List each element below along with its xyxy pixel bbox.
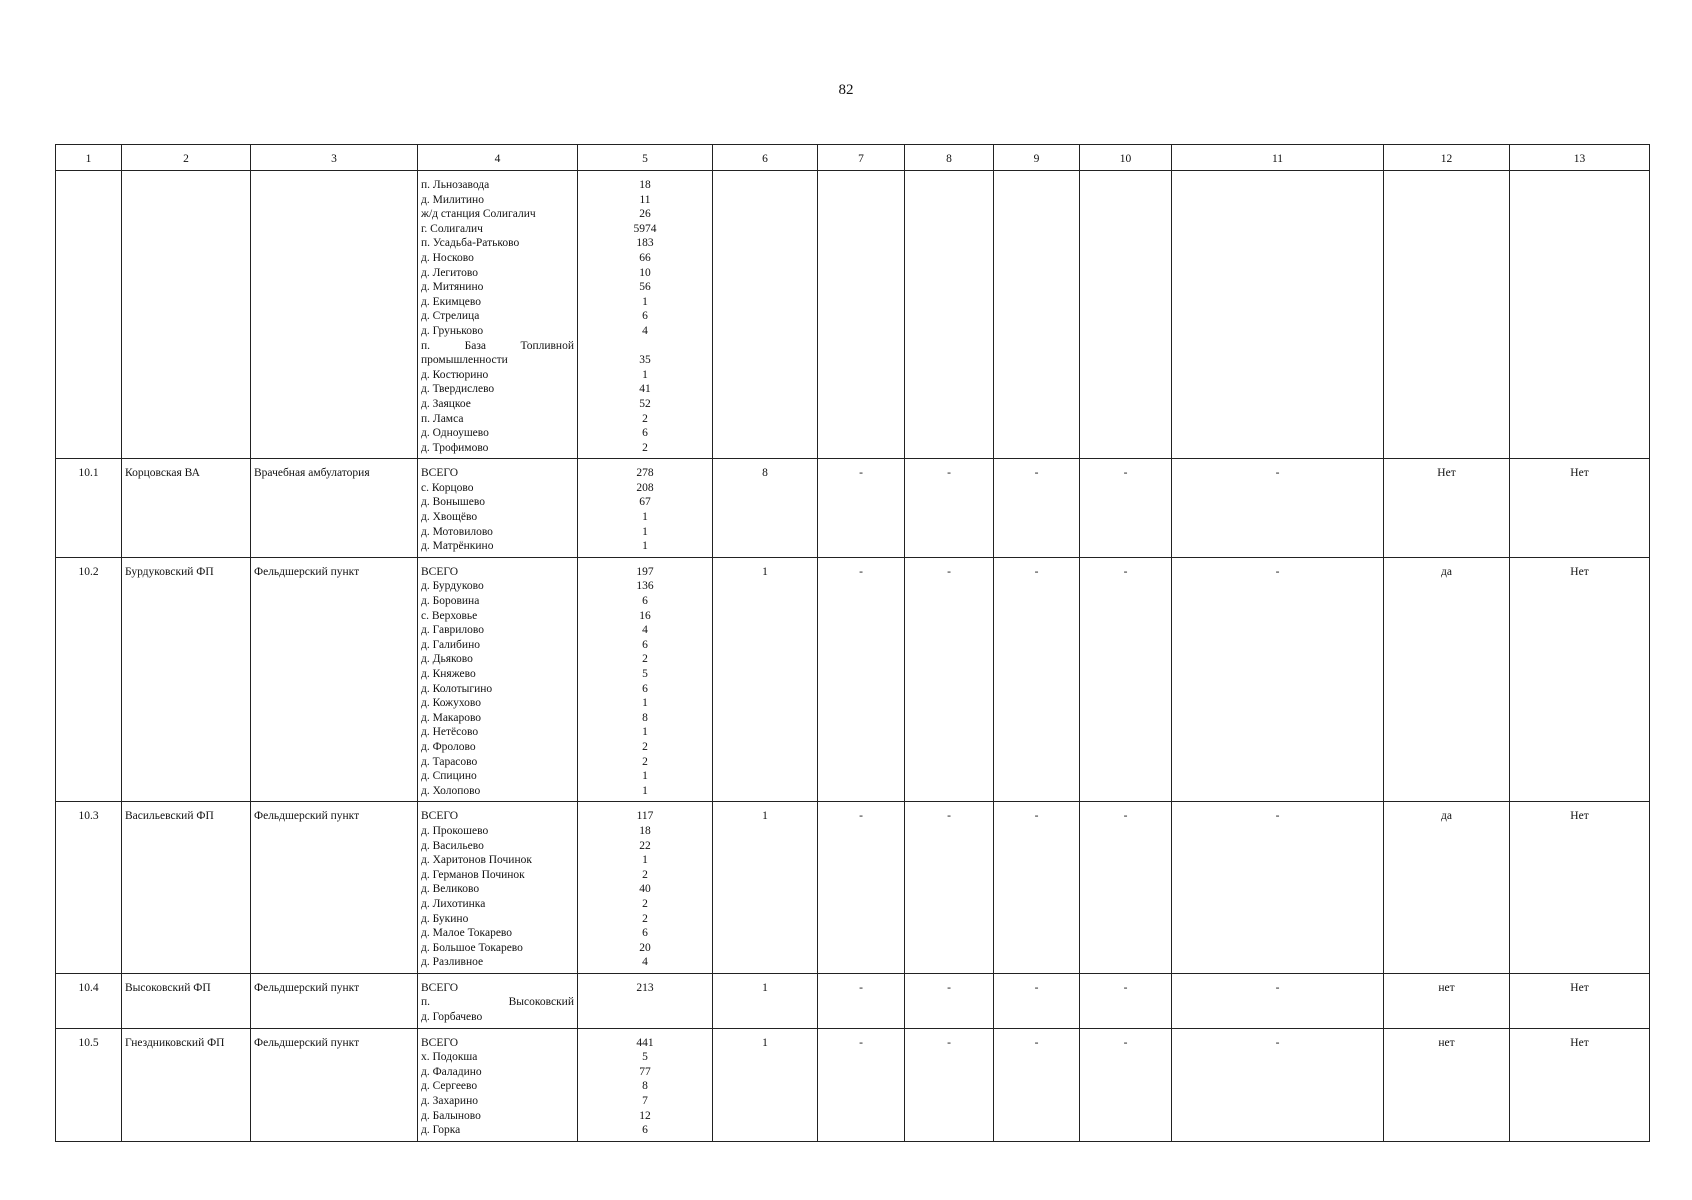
column-9-cell	[994, 171, 1080, 459]
column-6-cell	[713, 171, 818, 459]
column-11-cell: -	[1172, 1028, 1384, 1141]
settlements-cell	[418, 459, 578, 558]
population-cell	[578, 557, 713, 802]
facility-type-cell: Фельдшерский пункт	[251, 973, 418, 1028]
column-header: 11	[1172, 145, 1384, 171]
row-number-cell: 10.3	[56, 802, 122, 974]
settlement-name: д. Сергеево	[421, 1080, 478, 1093]
settlement-population: 2	[642, 912, 648, 925]
settlement-population: 2	[642, 755, 648, 768]
settlement-population: 6	[642, 595, 648, 608]
settlement-name: д. Макарово	[421, 711, 482, 724]
column-9-cell: -	[994, 802, 1080, 974]
settlement-name: д. Нетёсово	[421, 726, 479, 739]
settlement-population: 441	[636, 1036, 654, 1049]
settlement-name: д. Тарасово	[421, 755, 478, 768]
settlement-name: п. Высоковский	[421, 996, 574, 1009]
column-12-cell: нет	[1384, 973, 1510, 1028]
row-number-cell: 10.4	[56, 973, 122, 1028]
settlement-population: 4	[642, 956, 648, 969]
settlement-name: ВСЕГО	[421, 1036, 459, 1049]
column-8-cell: -	[905, 459, 994, 558]
column-header: 5	[578, 145, 713, 171]
settlement-name: д. Носково	[421, 251, 474, 264]
column-header: 3	[251, 145, 418, 171]
settlement-name: д. Захарино	[421, 1095, 478, 1108]
column-9-cell: -	[994, 459, 1080, 558]
column-header: 9	[994, 145, 1080, 171]
column-7-cell: -	[818, 802, 905, 974]
facility-type-cell: Врачебная амбулатория	[251, 459, 418, 558]
settlement-name: х. Подокша	[421, 1051, 478, 1064]
settlement-population: 2	[642, 653, 648, 666]
column-8-cell: -	[905, 557, 994, 802]
settlement-name: п. Усадьба-Ратьково	[421, 237, 520, 250]
column-6-cell: 8	[713, 459, 818, 558]
facility-name-cell: Корцовская ВА	[122, 459, 251, 558]
settlement-population: 2	[642, 441, 648, 454]
table-row	[56, 973, 1650, 1028]
settlement-population: 2	[642, 897, 648, 910]
settlement-name: д. Екимцево	[421, 295, 482, 308]
settlement-population: 12	[639, 1109, 651, 1122]
column-10-cell: -	[1080, 1028, 1172, 1141]
settlement-population: 1	[642, 525, 648, 538]
settlement-population: 1	[642, 368, 648, 381]
population-cell	[578, 171, 713, 459]
settlement-population: 5	[642, 668, 648, 680]
settlement-name: д. Кожухово	[421, 697, 482, 710]
column-header: 10	[1080, 145, 1172, 171]
settlement-population: 56	[639, 281, 651, 294]
table-row	[56, 171, 1650, 459]
settlement-name: д. Одноушево	[421, 427, 489, 440]
column-6-cell: 1	[713, 557, 818, 802]
settlement-name: п. Льнозавода	[421, 179, 490, 191]
column-header: 6	[713, 145, 818, 171]
facility-name-cell: Бурдуковский ФП	[122, 557, 251, 802]
settlement-name: д. Боровина	[421, 595, 480, 608]
settlement-population: 2	[642, 412, 648, 425]
row-number-cell: 10.5	[56, 1028, 122, 1141]
settlement-population: 5974	[633, 222, 657, 235]
settlement-name: д. Бурдуково	[421, 580, 484, 593]
settlement-population: 6	[642, 1124, 648, 1137]
column-12-cell: да	[1384, 557, 1510, 802]
column-6-cell: 1	[713, 973, 818, 1028]
settlement-population: 40	[639, 883, 651, 896]
row-number-cell: 10.1	[56, 459, 122, 558]
settlement-name: ВСЕГО	[421, 565, 459, 578]
facility-name-cell	[122, 171, 251, 459]
column-12-cell: Нет	[1384, 459, 1510, 558]
settlement-population: 77	[639, 1065, 651, 1078]
settlement-name: д. Великово	[421, 883, 480, 896]
settlement-name: д. Разливное	[421, 956, 484, 969]
column-7-cell: -	[818, 1028, 905, 1141]
column-7-cell	[818, 171, 905, 459]
settlement-population: 1	[642, 697, 648, 710]
column-10-cell: -	[1080, 802, 1172, 974]
settlement-population: 117	[636, 810, 654, 823]
settlement-name: д. Галибино	[421, 638, 480, 651]
settlement-population: 197	[636, 565, 654, 578]
column-11-cell: -	[1172, 973, 1384, 1028]
settlement-name: д. Стрелица	[421, 310, 480, 323]
facility-type-cell: Фельдшерский пункт	[251, 557, 418, 802]
settlement-population: 4	[642, 324, 648, 337]
row-number-cell	[56, 171, 122, 459]
settlement-population: 18	[639, 179, 651, 191]
settlement-name: ВСЕГО	[421, 810, 459, 823]
table-row	[56, 557, 1650, 802]
settlement-population: 208	[636, 481, 654, 494]
column-9-cell: -	[994, 1028, 1080, 1141]
table-row	[56, 802, 1650, 974]
settlement-name: с. Корцово	[421, 481, 474, 494]
column-13-cell: Нет	[1510, 557, 1650, 802]
settlement-population: 41	[639, 383, 651, 396]
settlement-population: 26	[639, 208, 651, 221]
column-9-cell: -	[994, 973, 1080, 1028]
settlement-population: 278	[636, 467, 654, 480]
population-cell	[578, 1028, 713, 1141]
settlement-population: 6	[642, 682, 648, 695]
settlement-name: д. Твердислево	[421, 383, 495, 396]
settlement-population: 2	[642, 740, 648, 753]
settlement-name: д. Мотовилово	[421, 525, 493, 538]
column-12-cell: нет	[1384, 1028, 1510, 1141]
column-12-cell	[1384, 171, 1510, 459]
column-8-cell	[905, 171, 994, 459]
table-row	[56, 1028, 1650, 1141]
settlement-population	[581, 995, 709, 1010]
page-number: 82	[838, 82, 854, 98]
column-13-cell	[1510, 171, 1650, 459]
settlement-population: 18	[639, 824, 651, 837]
settlement-population: 22	[639, 839, 651, 852]
settlement-name: д. Хвощёво	[421, 511, 478, 524]
settlement-population: 1	[642, 540, 648, 553]
settlement-name: д. Княжево	[421, 668, 476, 680]
column-header: 2	[122, 145, 251, 171]
row-number-cell: 10.2	[56, 557, 122, 802]
settlement-population: 6	[642, 638, 648, 651]
column-6-cell: 1	[713, 802, 818, 974]
settlement-name: ж/д станция Солигалич	[421, 208, 536, 221]
settlement-name: д. Трофимово	[421, 441, 489, 454]
settlement-name: д. Горка	[421, 1124, 461, 1137]
settlement-name: д. Вонышево	[421, 496, 485, 509]
settlement-name: д. Балыново	[421, 1109, 481, 1122]
settlement-name: д. Фролово	[421, 740, 476, 753]
settlement-population: 1	[642, 784, 648, 797]
settlement-population: 66	[639, 251, 651, 264]
settlement-name: д. Горбачево	[421, 1011, 483, 1024]
column-11-cell	[1172, 171, 1384, 459]
column-13-cell: Нет	[1510, 459, 1650, 558]
column-13-cell: Нет	[1510, 973, 1650, 1028]
settlement-name: д. Милитино	[421, 193, 484, 206]
settlement-population: 213	[636, 981, 654, 994]
settlement-name: п. Ламса	[421, 412, 464, 425]
settlement-population: 6	[642, 310, 648, 323]
column-13-cell: Нет	[1510, 1028, 1650, 1141]
column-10-cell	[1080, 171, 1172, 459]
settlement-population: 183	[636, 237, 654, 250]
facility-type-cell: Фельдшерский пункт	[251, 802, 418, 974]
settlement-name: д. Прокошево	[421, 824, 489, 837]
column-7-cell: -	[818, 459, 905, 558]
settlements-cell	[418, 973, 578, 1028]
settlements-cell	[418, 557, 578, 802]
column-10-cell: -	[1080, 459, 1172, 558]
column-10-cell: -	[1080, 973, 1172, 1028]
settlement-name: п. База Топливной	[421, 339, 574, 352]
facility-name-cell: Высоковский ФП	[122, 973, 251, 1028]
facility-type-cell	[251, 171, 418, 459]
population-cell	[578, 459, 713, 558]
settlement-population: 35	[639, 354, 651, 367]
settlement-name: д. Букино	[421, 912, 469, 925]
column-9-cell: -	[994, 557, 1080, 802]
settlement-population: 4	[642, 624, 648, 637]
column-8-cell: -	[905, 802, 994, 974]
column-11-cell: -	[1172, 557, 1384, 802]
settlement-population	[581, 339, 709, 354]
population-cell	[578, 973, 713, 1028]
facility-name-cell: Васильевский ФП	[122, 802, 251, 974]
column-header: 8	[905, 145, 994, 171]
settlement-population: 8	[642, 1080, 648, 1093]
settlements-cell	[418, 802, 578, 974]
settlement-name: г. Солигалич	[421, 222, 483, 235]
settlements-cell	[418, 171, 578, 459]
settlement-population	[581, 1010, 709, 1025]
column-header: 1	[56, 145, 122, 171]
settlement-population: 2	[642, 868, 648, 881]
settlement-population: 6	[642, 927, 648, 940]
settlement-name: д. Колотыгино	[421, 682, 493, 695]
settlement-name: д. Фаладино	[421, 1065, 482, 1078]
column-7-cell: -	[818, 557, 905, 802]
settlement-name: д. Малое Токарево	[421, 927, 513, 940]
settlement-name: д. Заяцкое	[421, 397, 471, 410]
settlement-name: д. Лихотинка	[421, 897, 486, 910]
settlement-population: 1	[642, 511, 648, 524]
settlement-population: 1	[642, 854, 648, 867]
settlement-population: 67	[639, 496, 651, 509]
column-11-cell: -	[1172, 802, 1384, 974]
facilities-table	[55, 144, 1650, 1142]
column-11-cell: -	[1172, 459, 1384, 558]
column-header: 4	[418, 145, 578, 171]
settlement-name: промышленности	[421, 354, 508, 367]
settlement-name: ВСЕГО	[421, 467, 459, 480]
settlement-population: 20	[639, 941, 651, 954]
table-row	[56, 459, 1650, 558]
settlement-population: 1	[642, 770, 648, 783]
settlement-population: 10	[639, 266, 651, 279]
settlement-population: 7	[642, 1095, 648, 1108]
settlement-name: д. Большое Токарево	[421, 941, 523, 954]
column-6-cell: 1	[713, 1028, 818, 1141]
column-header: 12	[1384, 145, 1510, 171]
column-header: 7	[818, 145, 905, 171]
settlement-population: 6	[642, 427, 648, 440]
facility-type-cell: Фельдшерский пункт	[251, 1028, 418, 1141]
settlement-name: д. Харитонов Починок	[421, 854, 532, 867]
settlement-population: 136	[636, 580, 654, 593]
column-8-cell: -	[905, 973, 994, 1028]
column-header-row	[56, 145, 1650, 171]
settlement-name: д. Холопово	[421, 784, 481, 797]
settlement-name: д. Митянино	[421, 281, 484, 294]
settlement-name: д. Костюрино	[421, 368, 489, 381]
settlement-population: 1	[642, 726, 648, 739]
column-12-cell: да	[1384, 802, 1510, 974]
settlement-name: д. Спицино	[421, 770, 477, 783]
settlements-cell	[418, 1028, 578, 1141]
settlement-name: с. Верховье	[421, 609, 478, 622]
column-7-cell: -	[818, 973, 905, 1028]
settlement-name: д. Гаврилово	[421, 624, 484, 637]
settlement-population: 16	[639, 609, 651, 622]
settlement-name: д. Дьяково	[421, 653, 473, 666]
settlement-population: 11	[639, 193, 651, 206]
column-8-cell: -	[905, 1028, 994, 1141]
settlement-population: 5	[642, 1051, 648, 1064]
settlement-name: д. Груньково	[421, 324, 484, 337]
population-cell	[578, 802, 713, 974]
settlement-population: 8	[642, 711, 648, 724]
settlement-name: д. Германов Починок	[421, 868, 525, 881]
settlement-name: д. Васильево	[421, 839, 484, 852]
settlement-population: 52	[639, 397, 651, 410]
settlement-name: ВСЕГО	[421, 981, 459, 994]
settlement-name: д. Матрёнкино	[421, 540, 494, 553]
column-header: 13	[1510, 145, 1650, 171]
column-13-cell: Нет	[1510, 802, 1650, 974]
settlement-name: д. Легитово	[421, 266, 479, 279]
facility-name-cell: Гнездниковский ФП	[122, 1028, 251, 1141]
settlement-population: 1	[642, 295, 648, 308]
column-10-cell: -	[1080, 557, 1172, 802]
